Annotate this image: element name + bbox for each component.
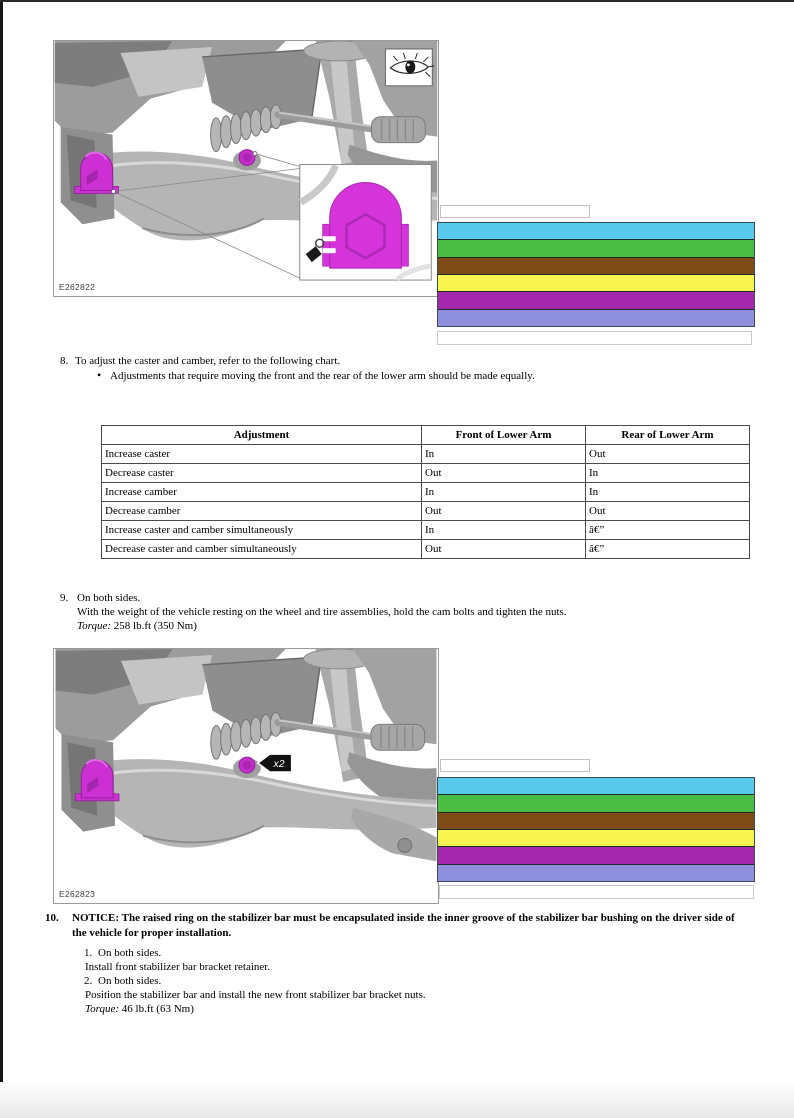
- step9-number: 9.: [60, 592, 69, 604]
- legend-stripe-yellow: [438, 829, 754, 846]
- window-top-border: [0, 0, 794, 2]
- step10-sub2-line2: Position the stabilizer bar and install the new front stabilizer bar bracket nuts.: [85, 989, 426, 1001]
- step8-bullet-text: • Adjustments that require moving the front and the rear of the lower arm should be made equally.: [110, 369, 535, 383]
- step8-text: To adjust the caster and camber, refer to the following chart.: [75, 355, 341, 367]
- table-header-row: [102, 426, 750, 445]
- table-cell: In: [586, 464, 750, 483]
- step9-line1: On both sides.: [77, 592, 141, 604]
- suspension-illustration-2: [54, 649, 438, 903]
- torque-label: Torque:: [77, 620, 112, 632]
- legend-stripe-green: [438, 794, 754, 811]
- table-header-rear: Rear of Lower Arm: [586, 426, 750, 445]
- legend-empty-row: [437, 331, 752, 345]
- table-cell: Out: [422, 540, 586, 559]
- step9-torque: [77, 619, 197, 633]
- table-row: [102, 502, 750, 521]
- legend-empty-row: [439, 885, 754, 899]
- legend-stripe-cyan: [438, 223, 754, 239]
- table-cell: Out: [586, 502, 750, 521]
- step8-number: 8.: [60, 355, 69, 367]
- figure-id-label: E262822: [59, 282, 96, 292]
- step10-sub2-line1: On both sides.: [98, 975, 162, 987]
- torque-value: 258 lb.ft (350 Nm): [111, 620, 197, 632]
- table-cell: Decrease caster: [102, 464, 422, 483]
- color-legend-2: [437, 777, 755, 882]
- table-cell: Out: [586, 445, 750, 464]
- legend-empty-cell: [440, 205, 590, 218]
- torque-value: 46 lb.ft (63 Nm): [119, 1003, 194, 1015]
- table-row: [102, 521, 750, 540]
- color-legend-1: [437, 222, 755, 327]
- table-row: [102, 464, 750, 483]
- legend-stripe-brown: [438, 257, 754, 274]
- table-cell: In: [422, 521, 586, 540]
- legend-stripe-lavender: [438, 864, 754, 881]
- legend-stripe-yellow: [438, 274, 754, 291]
- legend-stripe-purple: [438, 291, 754, 308]
- step10-sub2-number: 2.: [84, 975, 93, 987]
- window-left-border: [0, 0, 3, 1118]
- table-header-front: Front of Lower Arm: [422, 426, 586, 445]
- table-row: [102, 445, 750, 464]
- step10-sub1-number: 1.: [84, 947, 93, 959]
- legend-stripe-purple: [438, 846, 754, 863]
- table-cell: â€”: [586, 540, 750, 559]
- table-cell: Decrease camber: [102, 502, 422, 521]
- table-cell: Increase caster: [102, 445, 422, 464]
- table-cell: Decrease caster and camber simultaneously: [102, 540, 422, 559]
- legend-stripe-brown: [438, 812, 754, 829]
- table-cell: In: [422, 483, 586, 502]
- step10-number: 10.: [45, 912, 59, 924]
- table-cell: Out: [422, 502, 586, 521]
- table-cell: Increase caster and camber simultaneously: [102, 521, 422, 540]
- bushing-detail-inset: [300, 165, 431, 281]
- legend-stripe-cyan: [438, 778, 754, 794]
- legend-empty-cell: [440, 759, 590, 772]
- suspension-illustration-1: [54, 41, 438, 296]
- table-row: [102, 483, 750, 502]
- table-cell: Out: [422, 464, 586, 483]
- legend-stripe-green: [438, 239, 754, 256]
- step10-notice: NOTICE: The raised ring on the stabilizer bar must be encapsulated inside the inner groove of the stabilizer bar bushing on the driver side of the vehicle for proper installation.: [72, 912, 735, 939]
- table-header-adjustment: Adjustment: [102, 426, 422, 445]
- torque-label: Torque:: [85, 1003, 120, 1015]
- table-cell: In: [422, 445, 586, 464]
- legend-stripe-lavender: [438, 309, 754, 326]
- step10-sub1-line2: Install front stabilizer bar bracket retainer.: [85, 961, 271, 973]
- eye-icon: [385, 49, 434, 86]
- table-row: [102, 540, 750, 559]
- step10-sub1-line1: On both sides.: [98, 947, 162, 959]
- table-cell: â€”: [586, 521, 750, 540]
- figure-stabilizer-bolt-x2: [53, 648, 439, 904]
- page-bottom-fade: [0, 1082, 794, 1118]
- x2-callout-text: x2: [273, 758, 285, 770]
- step9-line2: With the weight of the vehicle resting on the wheel and tire assemblies, hold the cam bolts and tighten the nuts.: [77, 606, 567, 618]
- step10-torque: [85, 1002, 194, 1016]
- figure-stabilizer-bushing-overview: [53, 40, 439, 297]
- table-cell: Increase camber: [102, 483, 422, 502]
- table-cell: In: [586, 483, 750, 502]
- adjustment-table: [101, 425, 750, 559]
- figure-id-label: E262823: [59, 889, 96, 899]
